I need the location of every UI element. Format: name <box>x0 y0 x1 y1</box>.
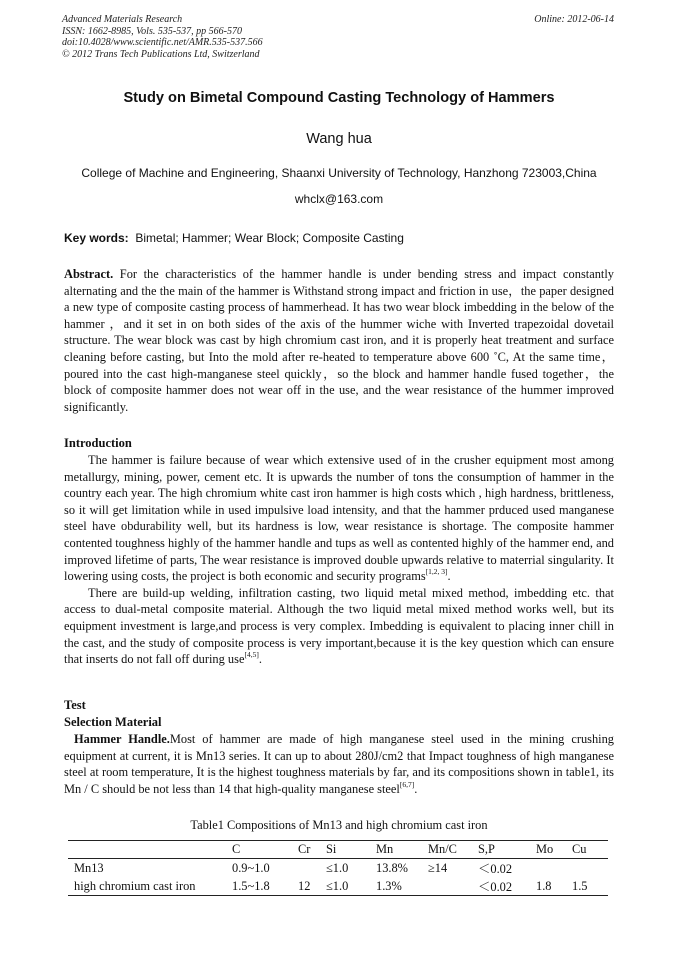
table-cell <box>566 859 608 878</box>
doi-line: doi:10.4028/www.scientific.net/AMR.535-537.566 <box>62 37 263 48</box>
table-header-cell: Cu <box>572 842 587 856</box>
table-cell: ＜0.02 <box>478 862 513 876</box>
intro-p2-text: There are build-up welding, infiltration casting, two liquid metal mixed method, imbedding etc. that access to dual-metal composite material. Although the two liquid metal mixed method works well, but its equipment investment is large,and process is very complex. Imbedding is equivalent to placing inner chill in the cast, and the study of composite process is very important,because it is the key question which can ensure that inserts do not fall off during use <box>64 585 614 667</box>
table-header-cell: Si <box>326 842 337 856</box>
table-cell <box>530 859 566 878</box>
table-header-cell: Mo <box>536 842 554 856</box>
citation-ref: [1,2, 3] <box>425 567 448 577</box>
table-cell: 1.5 <box>572 878 588 893</box>
affiliation: College of Machine and Engineering, Shaanxi University of Technology, Hanzhong 723003,China <box>81 166 597 180</box>
table-header-cell: S,P <box>478 842 495 856</box>
abstract-text: For the characteristics of the hammer handle is under bending stress and impact constantly alternating and the the main of the hammer is Withstand strong impact and friction in use，the paper designed a new type of composite casting process of hammerhead. It has two wear block imbedding in the below of the hammer ，and it set in on both sides of the axis of the hummer wiche with Inverted trapezoidal dovetail structure. The wear block was cast by high chromium cast iron, and it is properly heat treatment and surface cleaning before casting, but Into the mold after re-heated to temperature above 600 ˚C, At the same time，poured into the cast high-manganese steel quickly，so the block and hammer handle fused together，the block of composite hammer does not wear off in the use, and the wear resistance of the hummer improved significantly. <box>64 267 614 414</box>
author-email: whclx@163.com <box>294 192 384 206</box>
table-cell: Mn13 <box>74 860 104 875</box>
citation-ref: [4,5] <box>244 650 259 660</box>
introduction-heading: Introduction <box>64 436 132 450</box>
table-row <box>68 877 608 896</box>
table-cell <box>422 877 472 896</box>
period: . <box>414 781 418 796</box>
period: . <box>258 652 262 667</box>
table-header-cell: Cr <box>298 842 311 856</box>
keywords-label: Key words: <box>64 231 129 245</box>
keywords <box>64 231 404 245</box>
citation-ref: [6,7] <box>399 779 415 789</box>
journal-header <box>62 14 263 60</box>
copyright-line: © 2012 Trans Tech Publications Ltd, Switzerland <box>62 48 260 60</box>
table-header-cell: C <box>232 842 241 856</box>
issn-line: ISSN: 1662-8985, Vols. 535-537, pp 566-570 <box>62 25 242 37</box>
table-cell: 0.9~1.0 <box>232 860 270 875</box>
paper-title: Study on Bimetal Compound Casting Technology of Hammers <box>123 90 555 106</box>
keywords-text: Bimetal; Hammer; Wear Block; Composite Casting <box>135 231 404 245</box>
hammer-handle-text: Most of hammer are made of high manganese steel used in the mining crushing equipment at current, it is Mn13 series. It can up to about 280J/cm2 that Impact toughness of high manganese steel at room temperature, It is the highest toughness materials by far, and its compositions shown in table1, its Mn / C should be not less than 14 that high-quality manganese steel <box>64 732 614 796</box>
table-cell: 1.8 <box>536 878 552 893</box>
introduction-paragraph-1 <box>64 452 614 585</box>
table-header-cell <box>68 841 226 859</box>
table-header-cell: Mn/C <box>428 842 457 856</box>
period: . <box>447 569 451 584</box>
table-cell: 13.8% <box>376 860 409 875</box>
table-cell: ≤1.0 <box>326 878 349 893</box>
composition-table <box>68 840 608 896</box>
abstract <box>64 266 614 415</box>
table-cell: 1.3% <box>376 878 402 893</box>
hammer-handle-label: Hammer Handle. <box>74 732 170 746</box>
table-cell <box>292 859 320 878</box>
table-cell: ≤1.0 <box>326 860 349 875</box>
author-name: Wang hua <box>306 131 372 147</box>
test-heading: Test <box>64 698 86 712</box>
table-cell: high chromium cast iron <box>74 878 196 893</box>
table-header-row <box>68 841 608 859</box>
table-cell: 12 <box>298 878 311 893</box>
table-caption: Table1 Compositions of Mn13 and high chromium cast iron <box>190 818 488 832</box>
selection-material-heading: Selection Material <box>64 715 162 729</box>
abstract-label: Abstract. <box>64 267 114 281</box>
hammer-handle-paragraph <box>64 731 614 797</box>
table-cell: ＜0.02 <box>478 880 513 894</box>
intro-p1-text: The hammer is failure because of wear which extensive used of in the crusher equipment most among metallurgy, mining, power, cement etc. It is upwards the number of tons the consumption of hammer in the country each year. The high chromium white cast iron hammer is high costs which , high hardness, brittleness, so it will get limitation while in used impulsive load intensity, and that the hammer prduced used manganese steel have obdurability well, but its hardness is low, wear resistance is shortage. The composite hammer contented toughness highly of the hammer handle and tups as well as contented highly of the hammer end, and improved lifetime of parts, The wear resistance is improved double upwards relative to materrial singularity. It lowering using costs, the project is both economic and security programs <box>64 453 614 584</box>
table-row <box>68 859 608 878</box>
introduction-body <box>64 452 614 668</box>
table-cell: ≥14 <box>428 860 448 875</box>
table-header-cell: Mn <box>376 842 394 856</box>
online-date: Online: 2012-06-14 <box>534 14 614 25</box>
table-cell: 1.5~1.8 <box>232 878 270 893</box>
introduction-paragraph-2 <box>64 585 614 668</box>
journal-name: Advanced Materials Research <box>62 14 183 25</box>
